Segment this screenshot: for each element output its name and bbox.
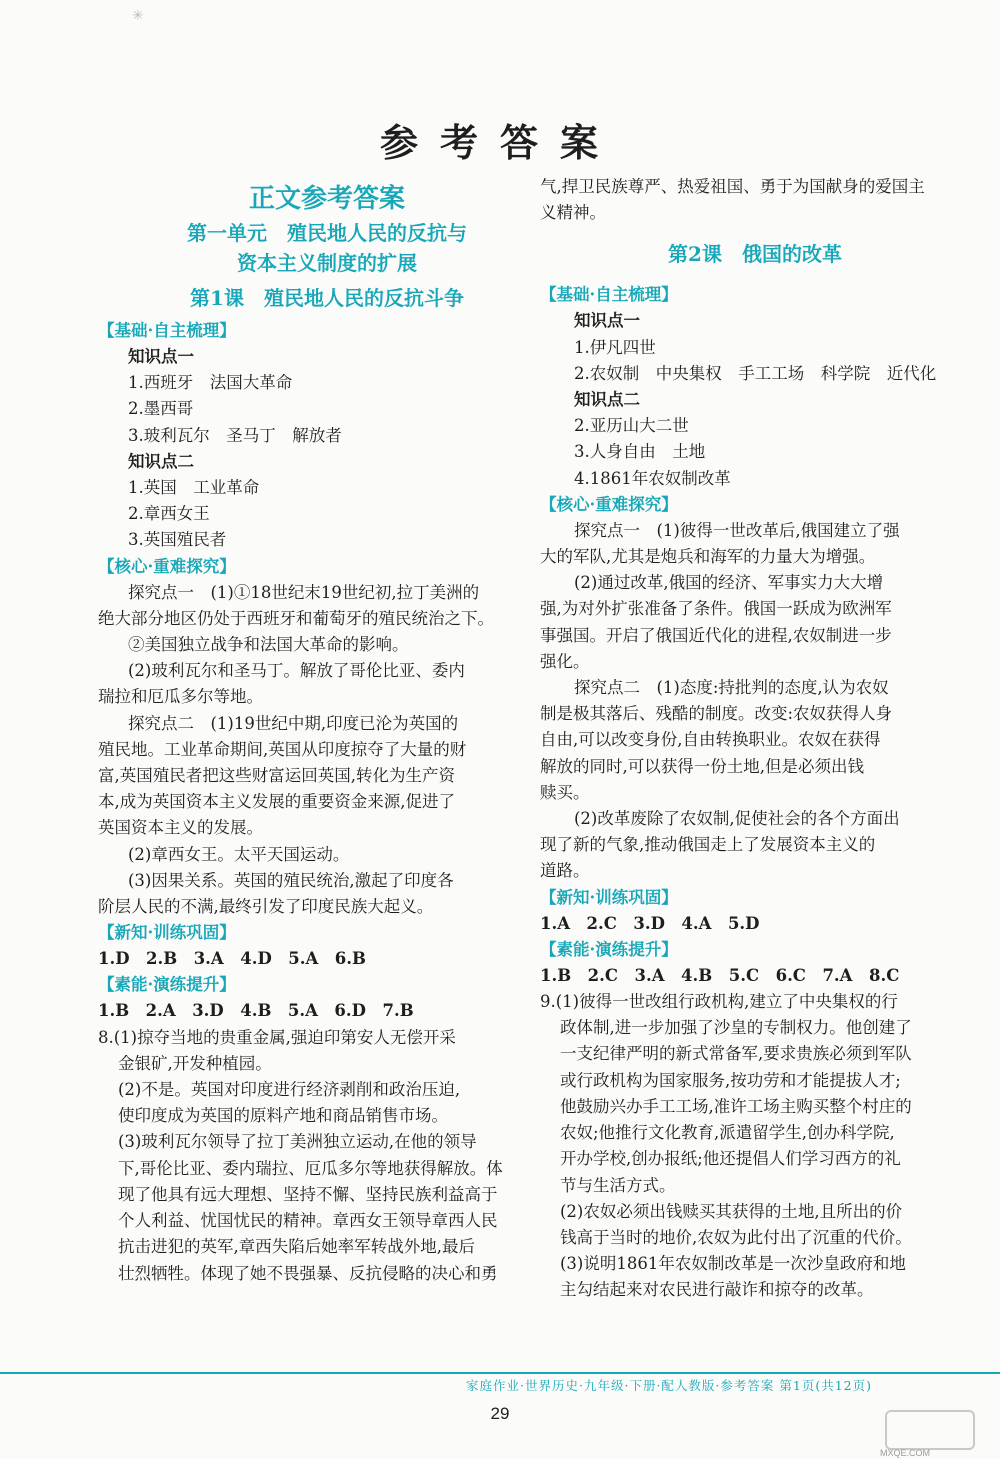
knowledge-point-2: 知识点二 bbox=[574, 390, 640, 410]
q9-line: (3)说明1861年农奴制改革是一次沙皇政府和地 bbox=[560, 1254, 906, 1274]
xinzhi-answers: 1.D 2.B 3.A 4.D 5.A 6.B bbox=[98, 949, 366, 969]
xinzhi-answers: 1.A 2.C 3.D 4.A 5.D bbox=[540, 913, 760, 933]
corner-scan-mark: ✳ bbox=[132, 8, 144, 24]
tanjiu-1-line: (2)通过改革,俄国的经济、军事实力大大增 bbox=[574, 573, 884, 593]
kp1-item: 2.农奴制 中央集权 手工工场 科学院 近代化 bbox=[574, 363, 937, 383]
kp1-item: 2.墨西哥 bbox=[128, 399, 194, 419]
tanjiu-2-line: (3)因果关系。英国的殖民统治,激起了印度各 bbox=[128, 870, 454, 890]
tanjiu-2-line: 探究点二 (1)态度:持批判的态度,认为农奴 bbox=[574, 678, 889, 698]
tanjiu-1-line: 强,为对外扩张准备了条件。俄国一跃成为欧洲军 bbox=[540, 599, 892, 619]
tanjiu-1-line: 事强国。开启了俄国近代化的进程,农奴制进一步 bbox=[540, 625, 892, 645]
tanjiu-1-line: 大的军队,尤其是炮兵和海军的力量大为增强。 bbox=[540, 547, 876, 567]
tanjiu-2-line: 殖民地。工业革命期间,英国从印度掠夺了大量的财 bbox=[98, 739, 467, 759]
q9-line: 开办学校,创办报纸;他还提倡人们学习西方的礼 bbox=[560, 1149, 901, 1169]
tanjiu-1-line: 绝大部分地区仍处于西班牙和葡萄牙的殖民统治之下。 bbox=[98, 608, 494, 628]
q9-line: 9.(1)彼得一世改组行政机构,建立了中央集权的行 bbox=[540, 992, 898, 1012]
q8-line: 下,哥伦比亚、委内瑞拉、厄瓜多尔等地获得解放。体 bbox=[118, 1158, 503, 1178]
tanjiu-2-line: 富,英国殖民者把这些财富运回英国,转化为生产资 bbox=[98, 766, 455, 786]
hexin-label: 【核心·重难探究】 bbox=[98, 556, 236, 576]
suneng-answers: 1.B 2.A 3.D 4.B 5.A 6.D 7.B bbox=[98, 1001, 414, 1021]
section-title: 正文参考答案 bbox=[248, 184, 405, 214]
suneng-answers: 1.B 2.C 3.A 4.B 5.C 6.C 7.A 8.C bbox=[540, 965, 900, 985]
xinzhi-label: 【新知·训练巩固】 bbox=[98, 923, 236, 943]
watermark-logo bbox=[885, 1410, 975, 1450]
q8-line: 抗击进犯的英军,章西失陷后她率军转战外地,最后 bbox=[118, 1237, 475, 1257]
q9-line: 节与生活方式。 bbox=[560, 1175, 676, 1195]
q8-line: 8.(1)掠夺当地的贵重金属,强迫印第安人无偿开采 bbox=[98, 1027, 456, 1047]
unit-title-line-1: 第一单元 殖民地人民的反抗与 bbox=[187, 221, 467, 245]
tanjiu-1-line: 强化。 bbox=[540, 651, 590, 671]
kp2-item: 2.章西女王 bbox=[128, 504, 210, 524]
kp1-item: 1.西班牙 法国大革命 bbox=[128, 373, 293, 393]
tanjiu-2-line: 制是极其落后、残酷的制度。改变:农奴获得人身 bbox=[540, 704, 893, 724]
xinzhi-label: 【新知·训练巩固】 bbox=[540, 887, 678, 907]
tanjiu-2-line: (2)改革废除了农奴制,促使社会的各个方面出 bbox=[574, 809, 900, 829]
tanjiu-1-line: 瑞拉和厄瓜多尔等地。 bbox=[98, 687, 263, 707]
tanjiu-1-line: ②美国独立战争和法国大革命的影响。 bbox=[128, 635, 409, 655]
tanjiu-1-line: 探究点一 (1)彼得一世改革后,俄国建立了强 bbox=[574, 520, 900, 540]
q9-line: 农奴;他推行文化教育,派遣留学生,创办科学院, bbox=[560, 1123, 895, 1143]
continued-line: 义精神。 bbox=[540, 203, 606, 223]
q9-line: 他鼓励兴办手工工场,准许工场主购买整个村庄的 bbox=[560, 1096, 912, 1116]
suneng-label: 【素能·演练提升】 bbox=[98, 975, 236, 995]
tanjiu-2-line: 解放的同时,可以获得一份土地,但是必须出钱 bbox=[540, 756, 864, 776]
q9-line: (2)农奴必须出钱赎买其获得的土地,且所出的价 bbox=[560, 1201, 903, 1221]
tanjiu-2-line: 道路。 bbox=[540, 861, 590, 881]
page-title: 参考答案 bbox=[379, 120, 620, 165]
kp2-item: 1.英国 工业革命 bbox=[128, 478, 260, 498]
kp2-item: 3.人身自由 土地 bbox=[574, 442, 706, 462]
q8-line: (2)不是。英国对印度进行经济剥削和政治压迫, bbox=[118, 1080, 461, 1100]
tanjiu-2-line: 探究点二 (1)19世纪中期,印度已沦为英国的 bbox=[128, 713, 459, 733]
tanjiu-2-line: 赎买。 bbox=[540, 782, 590, 802]
knowledge-point-1: 知识点一 bbox=[574, 311, 640, 331]
q8-line: 使印度成为英国的原料产地和商品销售市场。 bbox=[118, 1106, 448, 1126]
q8-line: 金银矿,开发种植园。 bbox=[118, 1053, 272, 1073]
tanjiu-2-line: (2)章西女王。太平天国运动。 bbox=[128, 844, 350, 864]
page-footer bbox=[0, 1372, 1000, 1396]
q9-line: 或行政机构为国家服务,按功劳和才能提拔人才; bbox=[560, 1070, 901, 1090]
left-column bbox=[98, 180, 542, 1287]
lesson-1-title: 第1课 殖民地人民的反抗斗争 bbox=[190, 286, 464, 310]
unit-title-line-2: 资本主义制度的扩展 bbox=[237, 251, 417, 275]
tanjiu-2-line: 英国资本主义的发展。 bbox=[98, 818, 263, 838]
tanjiu-2-line: 本,成为英国资本主义发展的重要资金来源,促进了 bbox=[98, 792, 455, 812]
footer-text: 家庭作业·世界历史·九年级·下册·配人教版·参考答案 第1页(共12页) bbox=[466, 1378, 872, 1393]
watermark-text: MXQE.COM bbox=[880, 1448, 931, 1458]
lesson-2-title: 第2课 俄国的改革 bbox=[668, 242, 842, 267]
knowledge-point-1: 知识点一 bbox=[128, 347, 194, 366]
suneng-label: 【素能·演练提升】 bbox=[540, 939, 678, 959]
tanjiu-2-line: 阶层人民的不满,最终引发了印度民族大起义。 bbox=[98, 897, 434, 917]
q9-line: 一支纪律严明的新式常备军,要求贵族必须到军队 bbox=[560, 1044, 912, 1064]
q8-line: 个人利益、忧国忧民的精神。章西女王领导章西人民 bbox=[118, 1211, 498, 1231]
tanjiu-1-line: 探究点一 (1)①18世纪末19世纪初,拉丁美洲的 bbox=[128, 582, 480, 602]
q8-line: 壮烈牺牲。体现了她不畏强暴、反抗侵略的决心和勇 bbox=[118, 1263, 498, 1283]
hexin-label: 【核心·重难探究】 bbox=[540, 494, 678, 514]
q9-line: 钱高于当时的地价,农奴为此付出了沉重的代价。 bbox=[560, 1227, 912, 1247]
q8-line: (3)玻利瓦尔领导了拉丁美洲独立运动,在他的领导 bbox=[118, 1132, 477, 1152]
jichu-label: 【基础·自主梳理】 bbox=[98, 321, 236, 340]
continued-line: 气,捍卫民族尊严、热爱祖国、勇于为国献身的爱国主 bbox=[540, 177, 925, 196]
kp1-item: 1.伊凡四世 bbox=[574, 337, 656, 357]
q8-line: 现了他具有远大理想、坚持不懈、坚持民族利益高于 bbox=[118, 1184, 498, 1204]
jichu-label: 【基础·自主梳理】 bbox=[540, 285, 678, 305]
right-column bbox=[540, 174, 970, 1304]
kp2-item: 3.英国殖民者 bbox=[128, 530, 227, 550]
q9-line: 政体制,进一步加强了沙皇的专制权力。他创建了 bbox=[560, 1018, 912, 1038]
kp2-item: 2.亚历山大二世 bbox=[574, 416, 689, 436]
page-number: 29 bbox=[490, 1404, 510, 1423]
tanjiu-2-line: 现了新的气象,推动俄国走上了发展资本主义的 bbox=[540, 835, 876, 855]
tanjiu-2-line: 自由,可以改变身份,自由转换职业。农奴在获得 bbox=[540, 730, 881, 750]
q9-line: 主勾结起来对农民进行敲诈和掠夺的改革。 bbox=[560, 1280, 874, 1300]
tanjiu-1-line: (2)玻利瓦尔和圣马丁。解放了哥伦比亚、委内 bbox=[128, 661, 465, 681]
kp1-item: 3.玻利瓦尔 圣马丁 解放者 bbox=[128, 425, 342, 445]
kp2-item: 4.1861年农奴制改革 bbox=[574, 468, 731, 488]
knowledge-point-2: 知识点二 bbox=[128, 451, 194, 471]
